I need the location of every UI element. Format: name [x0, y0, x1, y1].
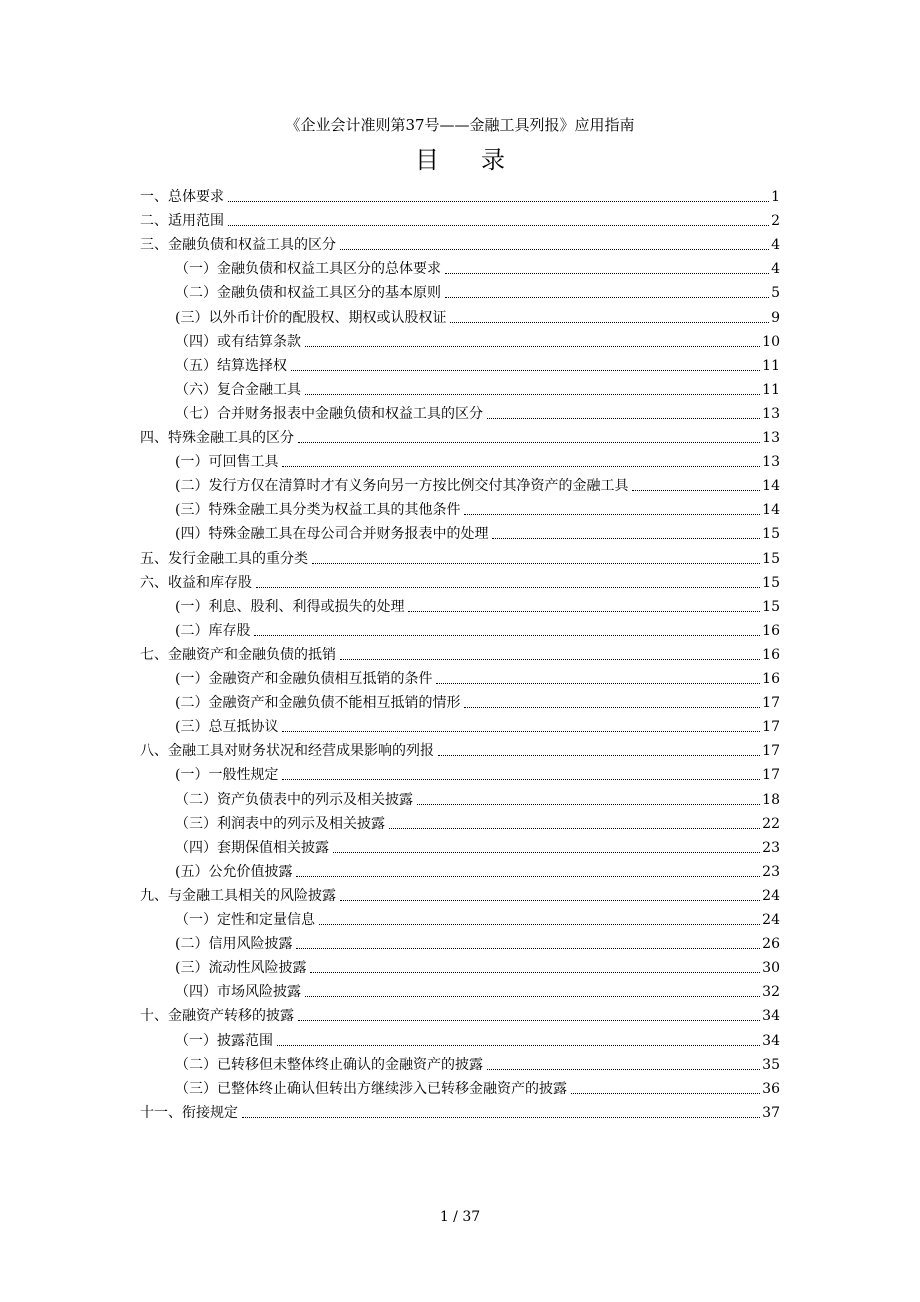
- toc-entry-label: （一）披露范围: [175, 1032, 273, 1049]
- toc-entry[interactable]: [175, 522, 780, 544]
- toc-entry-page-number: 23: [762, 863, 780, 880]
- toc-dot-leader: [228, 225, 769, 226]
- toc-dot-leader: [445, 273, 769, 274]
- toc-entry-label: (一）金融资产和金融负债相互抵销的条件: [175, 671, 433, 687]
- toc-entry[interactable]: [175, 980, 780, 1002]
- toc-entry-label: （四）套期保值相关披露: [175, 839, 329, 856]
- toc-entry-label: （七）合并财务报表中金融负债和权益工具的区分: [175, 405, 483, 422]
- toc-dot-leader: [450, 322, 769, 323]
- toc-entry-label: (三）特殊金融工具分类为权益工具的其他条件: [175, 502, 461, 519]
- toc-entry-label: 一、总体要求: [140, 189, 224, 205]
- toc-entry[interactable]: [175, 619, 780, 641]
- toc-dot-leader: [571, 1093, 760, 1094]
- toc-entry-label: (一）利息、股利、利得或损失的处理: [175, 598, 405, 615]
- toc-entry-page-number: 24: [762, 912, 780, 928]
- toc-entry-page-number: 30: [762, 960, 780, 977]
- toc-entry[interactable]: [175, 1029, 780, 1051]
- toc-entry-page-number: 23: [762, 839, 780, 856]
- toc-entry[interactable]: [140, 426, 780, 448]
- toc-entry-label: （三）已整体终止确认但转出方继续涉入已转移金融资产的披露: [175, 1080, 567, 1097]
- toc-dot-leader: [296, 876, 760, 877]
- toc-entry-label: （六）复合金融工具: [175, 381, 301, 398]
- toc-entry-page-number: 16: [762, 646, 780, 663]
- toc-entry-label: 四、特殊金融工具的区分: [140, 430, 294, 446]
- toc-entry-label: (二）金融资产和金融负债不能相互抵销的情形: [175, 695, 461, 712]
- toc-entry-page-number: 1: [771, 189, 780, 205]
- toc-dot-leader: [436, 683, 760, 684]
- toc-entry-label: (二）库存股: [175, 622, 251, 639]
- toc-dot-leader: [319, 924, 760, 925]
- toc-dot-leader: [464, 514, 760, 515]
- toc-dot-leader: [445, 297, 769, 298]
- toc-entry[interactable]: [175, 402, 780, 424]
- toc-entry[interactable]: [175, 1077, 780, 1099]
- toc-dot-leader: [417, 804, 760, 805]
- toc-entry[interactable]: [140, 1101, 780, 1123]
- toc-entry-label: 十一、衔接规定: [140, 1104, 238, 1121]
- toc-entry[interactable]: [175, 836, 780, 858]
- toc-entry-label: (一）一般性规定: [175, 767, 279, 784]
- toc-entry[interactable]: [140, 739, 780, 761]
- toc-entry-page-number: 22: [762, 815, 780, 832]
- toc-entry-label: （三）利润表中的列示及相关披露: [175, 815, 385, 832]
- toc-dot-leader: [298, 442, 760, 443]
- toc-entry-page-number: 4: [771, 261, 780, 278]
- toc-entry[interactable]: [140, 884, 780, 906]
- toc-entry[interactable]: [175, 474, 780, 496]
- toc-entry[interactable]: [175, 450, 780, 472]
- toc-entry-page-number: 9: [771, 309, 780, 326]
- toc-entry[interactable]: [175, 932, 780, 954]
- toc-dot-leader: [277, 1045, 760, 1046]
- toc-dot-leader: [254, 635, 760, 636]
- toc-dot-leader: [298, 1020, 760, 1021]
- toc-entry-page-number: 10: [762, 333, 780, 350]
- toc-dot-leader: [333, 852, 760, 853]
- toc-entry-page-number: 17: [762, 743, 780, 760]
- toc-dot-leader: [291, 370, 760, 371]
- toc-entry-label: （一）定性和定量信息: [175, 912, 315, 928]
- toc-entry-label: (三）流动性风险披露: [175, 960, 307, 977]
- toc-dot-leader: [340, 249, 769, 250]
- toc-entry-label: （二）资产负债表中的列示及相关披露: [175, 791, 413, 808]
- toc-entry-label: （二）已转移但未整体终止确认的金融资产的披露: [175, 1056, 483, 1073]
- toc-entry[interactable]: [140, 233, 780, 255]
- document-title: 《企业会计准则第37号——金融工具列报》应用指南: [285, 116, 635, 134]
- toc-entry-page-number: 11: [762, 381, 780, 398]
- toc-dot-leader: [282, 779, 760, 780]
- toc-entry-label: 六、收益和库存股: [140, 574, 252, 591]
- toc-dot-leader: [487, 418, 760, 419]
- toc-entry-label: 七、金融资产和金融负债的抵销: [140, 646, 336, 663]
- toc-dot-leader: [242, 1117, 760, 1118]
- toc-entry-page-number: 13: [762, 454, 780, 471]
- toc-dot-leader: [340, 659, 760, 660]
- toc-entry-label: （四）市场风险披露: [175, 984, 301, 1001]
- toc-entry-label: 三、金融负债和权益工具的区分: [140, 237, 336, 254]
- toc-entry-label: 二、适用范围: [140, 213, 224, 230]
- toc-entry-page-number: 15: [762, 574, 780, 591]
- toc-dot-leader: [282, 466, 760, 467]
- page-number: 1 / 37: [439, 1209, 481, 1225]
- toc-entry-page-number: 13: [762, 430, 780, 446]
- toc-dot-leader: [256, 587, 760, 588]
- toc-dot-leader: [228, 201, 769, 202]
- toc-entry[interactable]: [140, 209, 780, 231]
- toc-entry[interactable]: [175, 956, 780, 978]
- toc-entry-page-number: 17: [762, 695, 780, 712]
- toc-entry[interactable]: [140, 547, 780, 569]
- toc-entry[interactable]: [175, 908, 780, 930]
- toc-entry-page-number: 35: [762, 1056, 780, 1073]
- toc-dot-leader: [282, 731, 760, 732]
- toc-entry-label: (二）发行方仅在清算时才有义务向另一方按比例交付其净资产的金融工具: [175, 478, 629, 495]
- toc-entry-label: 十、金融资产转移的披露: [140, 1008, 294, 1025]
- toc-dot-leader: [305, 394, 760, 395]
- toc-entry[interactable]: [175, 788, 780, 810]
- toc-entry[interactable]: [175, 715, 780, 737]
- toc-dot-leader: [492, 538, 760, 539]
- toc-entry-page-number: 16: [762, 671, 780, 687]
- toc-entry[interactable]: [175, 860, 780, 882]
- toc-entry-page-number: 4: [771, 237, 780, 254]
- toc-entry[interactable]: [175, 378, 780, 400]
- toc-entry-label: 九、与金融工具相关的风险披露: [140, 887, 336, 904]
- toc-entry-label: 五、发行金融工具的重分类: [140, 550, 308, 567]
- toc-dot-leader: [305, 346, 760, 347]
- toc-dot-leader: [632, 490, 760, 491]
- toc-entry-label: (一）可回售工具: [175, 454, 279, 471]
- toc-entry-label: (四）特殊金融工具在母公司合并财务报表中的处理: [175, 526, 489, 543]
- toc-entry-page-number: 24: [762, 887, 780, 904]
- toc-entry[interactable]: [175, 691, 780, 713]
- toc-entry-page-number: 5: [771, 285, 780, 302]
- toc-entry[interactable]: [140, 571, 780, 593]
- toc-dot-leader: [487, 1069, 760, 1070]
- toc-dot-leader: [340, 900, 760, 901]
- toc-entry-page-number: 18: [762, 791, 780, 808]
- toc-dot-leader: [310, 972, 760, 973]
- toc-dot-leader: [312, 563, 760, 564]
- toc-dot-leader: [438, 755, 760, 756]
- toc-entry-page-number: 32: [762, 984, 780, 1001]
- toc-entry[interactable]: [175, 812, 780, 834]
- toc-entry-label: 八、金融工具对财务状况和经营成果影响的列报: [140, 743, 434, 760]
- toc-entry-page-number: 26: [762, 936, 780, 953]
- toc-entry[interactable]: [175, 306, 780, 328]
- toc-entry-page-number: 36: [762, 1080, 780, 1097]
- toc-entry[interactable]: [175, 498, 780, 520]
- toc-entry[interactable]: [175, 330, 780, 352]
- toc-entry[interactable]: [140, 185, 780, 207]
- toc-dot-leader: [305, 996, 760, 997]
- toc-entry[interactable]: [175, 595, 780, 617]
- toc-entry[interactable]: [175, 281, 780, 303]
- toc-entry-page-number: 34: [762, 1032, 780, 1049]
- toc-heading: 目录: [415, 146, 547, 174]
- toc-entry-label: （五）结算选择权: [175, 357, 287, 374]
- toc-entry-page-number: 14: [762, 502, 780, 519]
- toc-entry[interactable]: [175, 257, 780, 279]
- toc-entry-page-number: 11: [762, 357, 780, 374]
- toc-entry[interactable]: [175, 1053, 780, 1075]
- toc-entry-page-number: 2: [771, 213, 780, 230]
- toc-entry[interactable]: [175, 354, 780, 376]
- toc-entry[interactable]: [140, 1004, 780, 1026]
- toc-entry-page-number: 14: [762, 478, 780, 495]
- toc-entry-label: (三）以外币计价的配股权、期权或认股权证: [175, 309, 447, 326]
- toc-entry-page-number: 15: [762, 598, 780, 615]
- toc-entry[interactable]: [175, 667, 780, 689]
- toc-entry[interactable]: [175, 763, 780, 785]
- toc-entry-page-number: 15: [762, 550, 780, 567]
- toc-dot-leader: [464, 707, 760, 708]
- toc-entry-page-number: 34: [762, 1008, 780, 1025]
- toc-entry-label: (三）总互抵协议: [175, 719, 279, 736]
- toc-entry-page-number: 17: [762, 767, 780, 784]
- toc-entry-page-number: 15: [762, 526, 780, 543]
- toc-entry-label: (二）信用风险披露: [175, 936, 293, 953]
- toc-dot-leader: [296, 948, 760, 949]
- toc-entry-page-number: 16: [762, 622, 780, 639]
- toc-entry[interactable]: [140, 643, 780, 665]
- toc-dot-leader: [408, 611, 760, 612]
- toc-dot-leader: [389, 828, 760, 829]
- toc-entry-page-number: 13: [762, 405, 780, 422]
- toc-entry-label: （二）金融负债和权益工具区分的基本原则: [175, 285, 441, 302]
- toc-entry-label: （四）或有结算条款: [175, 333, 301, 350]
- toc-entry-page-number: 17: [762, 719, 780, 736]
- toc-entry-label: (五）公允价值披露: [175, 863, 293, 880]
- toc-entry-page-number: 37: [762, 1104, 780, 1121]
- toc-entry-label: （一）金融负债和权益工具区分的总体要求: [175, 261, 441, 278]
